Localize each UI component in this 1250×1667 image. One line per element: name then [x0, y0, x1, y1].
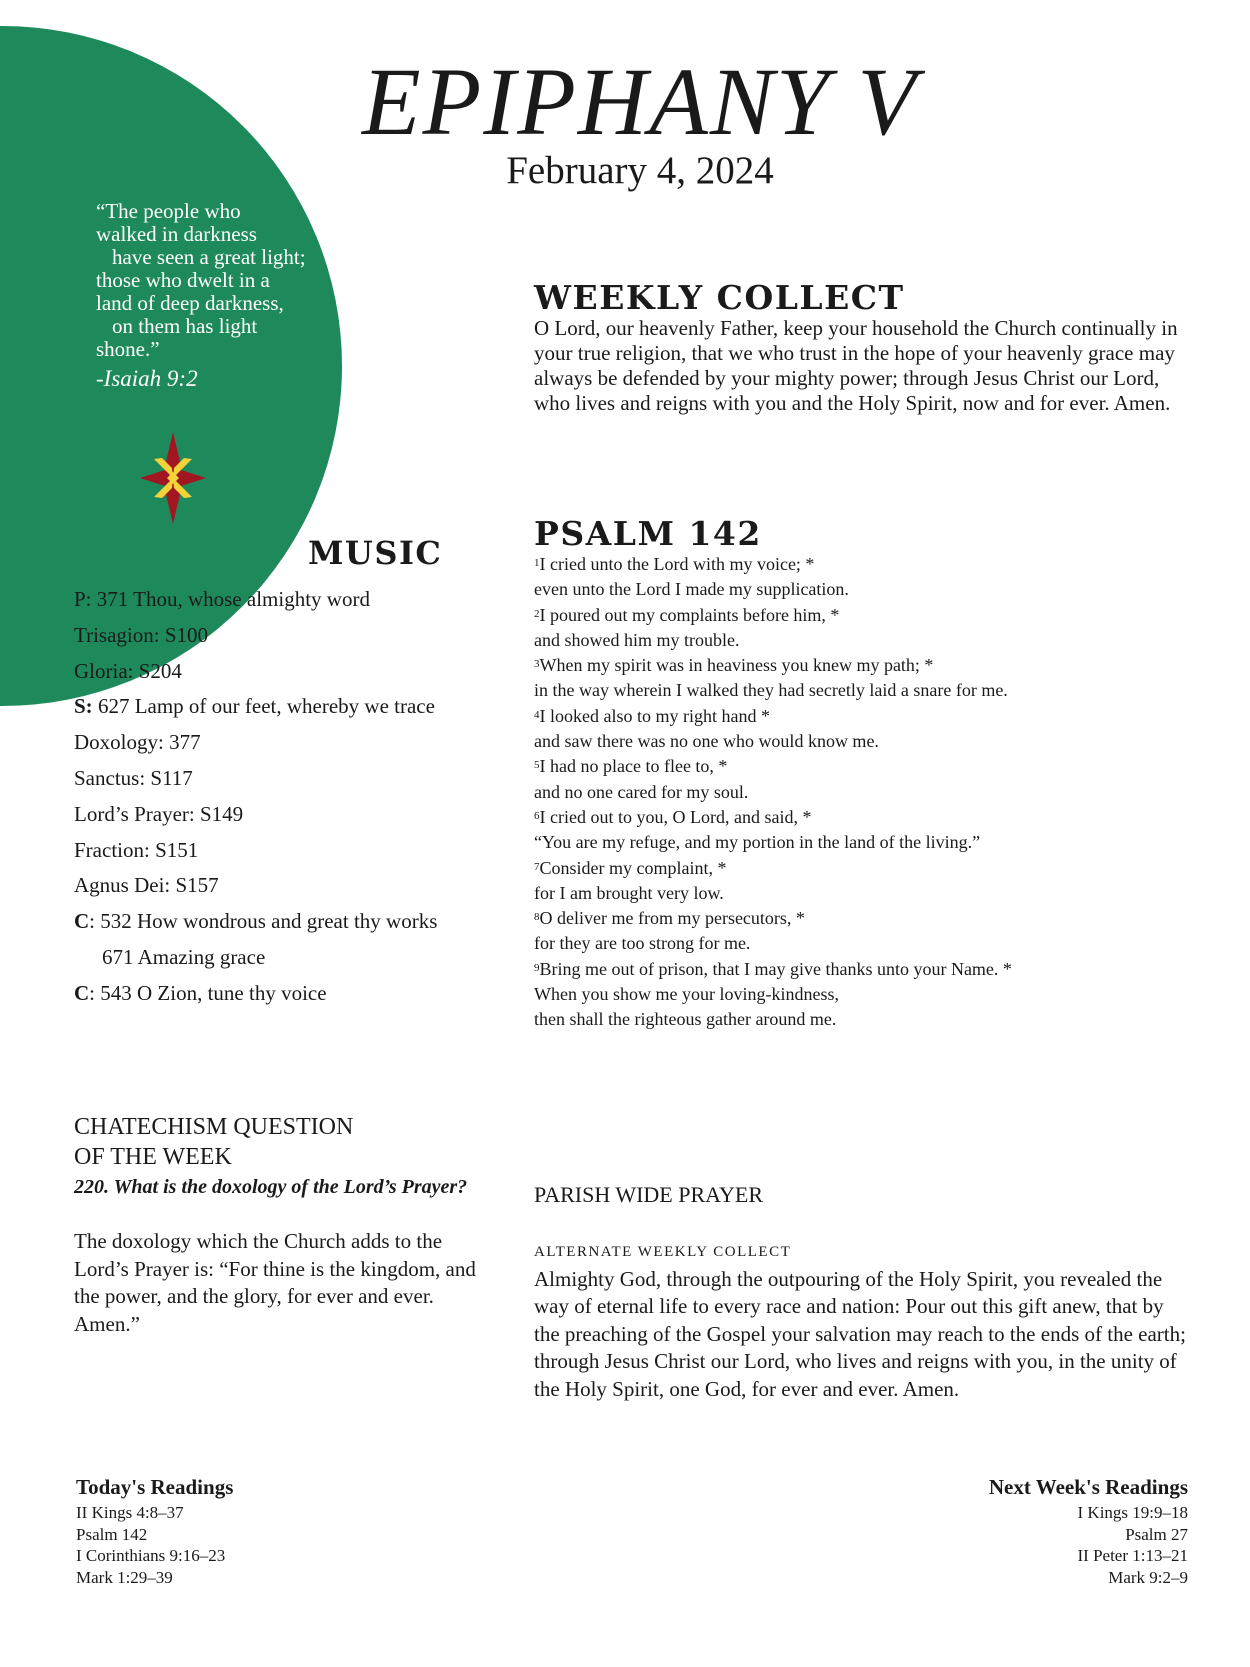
epiphany-star-icon — [140, 432, 206, 524]
music-heading: MUSIC — [308, 534, 443, 572]
alternate-collect-text: Almighty God, through the outpouring of the Holy Spirit, you revealed the way of eternal life to every race and nation: Pour out this gift anew, that by the preaching of the Gospel your salvation may reach to the ends of the earth; through Jesus Christ our Lord, who lives and reigns with you, in the unity of the Holy Spirit, one God, for ever and ever. Amen. — [534, 1267, 1186, 1401]
psalm-verse: in the way wherein I walked they had secretly laid a snare for me. — [534, 680, 1008, 701]
reading-item: II Kings 4:8–37 — [76, 1503, 184, 1522]
psalm-verse: $^5$I had no place to flee to, * — [534, 756, 728, 777]
psalm-heading: PSALM 142 — [534, 514, 762, 553]
music-item: Gloria: S204 — [74, 658, 182, 683]
psalm-verse: $^3$When my spirit was in heaviness you knew my path; * — [534, 655, 934, 676]
psalm-verse: $^7$Consider my complaint, * — [534, 857, 727, 878]
psalm-verse: and no one cared for my soul. — [534, 781, 749, 802]
psalm-verse: for they are too strong for me. — [534, 933, 751, 954]
psalm-verse: $^4$I looked also to my right hand * — [534, 705, 770, 726]
service-date: February 4, 2024 — [506, 149, 774, 192]
music-item: C: 532 How wondrous and great thy works — [74, 909, 438, 934]
todays-readings — [76, 1474, 233, 1588]
music-item: Sanctus: S117 — [74, 765, 193, 790]
catechism-answer: The doxology which the Church adds to the Lord’s Prayer is: “For thine is the kingdom, and the power, and the glory, for ever and ever. Amen.” — [74, 1229, 476, 1336]
reading-item: I Corinthians 9:16–23 — [76, 1546, 226, 1565]
psalm-verse: then shall the righteous gather around me. — [534, 1009, 837, 1030]
reading-item: I Kings 19:9–18 — [1077, 1503, 1188, 1522]
reading-item: II Peter 1:13–21 — [1077, 1546, 1188, 1565]
psalm-verse: $^2$I poured out my complaints before him, * — [534, 604, 840, 625]
music-item: P: 371 Thou, whose almighty word — [74, 587, 370, 611]
psalm-verse: “You are my refuge, and my portion in the land of the living.” — [534, 832, 981, 853]
reading-item: Mark 1:29–39 — [76, 1567, 173, 1587]
reading-item: Psalm 27 — [1125, 1524, 1188, 1544]
music-item: Lord’s Prayer: S149 — [74, 801, 244, 826]
scripture-quote — [96, 200, 326, 390]
psalm-verse: $^9$Bring me out of prison, that I may give thanks unto your Name. * — [534, 958, 1012, 979]
reading-item: Psalm 142 — [76, 1524, 148, 1544]
weekly-collect-text: O Lord, our heavenly Father, keep your household the Church continually in your true religion, that we who trust in the hope of your heavenly grace may always be defended by your mighty power; through Jesus Christ our Lord, who lives and reigns with you and the Holy Spirit, now and for ever. Amen. — [534, 316, 1178, 415]
quote-line: have seen a great light; — [112, 245, 306, 269]
music-item: S: 627 Lamp of our feet, whereby we trace — [74, 694, 435, 719]
weekly-collect-heading: WEEKLY COLLECT — [534, 278, 905, 317]
music-item: 671 Amazing grace — [102, 944, 266, 969]
reading-item: Mark 9:2–9 — [1108, 1567, 1188, 1587]
psalm-verse: $^8$O deliver me from my persecutors, * — [534, 908, 805, 929]
quote-line: those who dwelt in a — [96, 268, 270, 292]
quote-line: land of deep darkness, — [96, 291, 284, 315]
psalm-verse: $^1$I cried unto the Lord with my voice; * — [534, 554, 815, 574]
psalm-text — [534, 552, 1194, 1033]
quote-citation: -Isaiah 9:2 — [96, 366, 198, 391]
alternate-collect-heading: ALTERNATE WEEKLY COLLECT — [534, 1244, 792, 1260]
psalm-verse: $^6$I cried out to you, O Lord, and said, * — [534, 806, 812, 827]
music-list — [74, 584, 494, 1014]
psalm-verse: for I am brought very low. — [534, 882, 724, 903]
next-week-readings-heading: Next Week's Readings — [988, 1475, 1188, 1499]
next-week-readings — [989, 1474, 1188, 1588]
catechism-question: 220. What is the doxology of the Lord’s Prayer? — [74, 1176, 468, 1198]
music-item: Doxology: 377 — [74, 730, 201, 755]
psalm-verse: and showed him my trouble. — [534, 629, 740, 650]
music-item: Trisagion: S100 — [74, 622, 209, 647]
quote-line: “The people who — [96, 199, 241, 223]
quote-line: on them has light — [112, 314, 258, 338]
catechism-heading: CHATECHISM QUESTION OF THE WEEK — [74, 1114, 354, 1170]
todays-readings-heading: Today's Readings — [76, 1475, 234, 1499]
quote-line: walked in darkness — [96, 222, 257, 246]
psalm-verse: When you show me your loving-kindness, — [534, 984, 839, 1005]
quote-line: shone.” — [96, 337, 160, 361]
psalm-verse: and saw there was no one who would know me. — [534, 731, 879, 752]
music-item: Agnus Dei: S157 — [74, 873, 219, 898]
page-title: EPIPHANY V — [362, 48, 918, 155]
parish-prayer-heading: PARISH WIDE PRAYER — [534, 1182, 764, 1207]
music-item: C: 543 O Zion, tune thy voice — [74, 980, 327, 1005]
music-item: Fraction: S151 — [74, 837, 199, 862]
psalm-verse: even unto the Lord I made my supplication. — [534, 579, 849, 600]
